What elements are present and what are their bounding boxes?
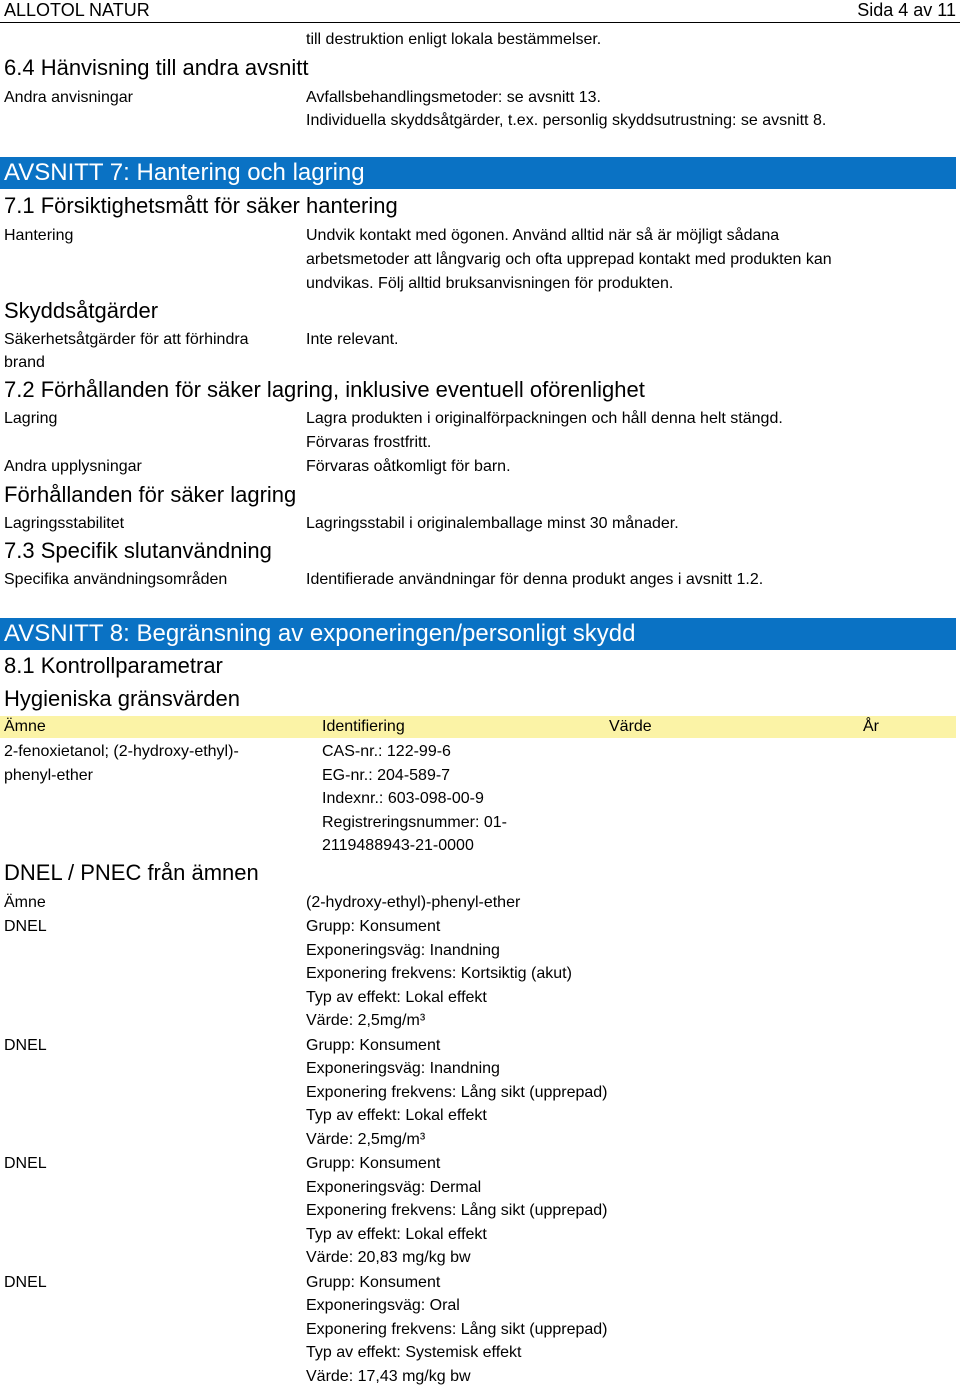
dnel-label: DNEL [4,1037,47,1054]
dnel-line: Typ av effekt: Lokal effekt [306,989,487,1006]
andra-upplysningar-value: Förvaras oåtkomligt för barn. [306,458,511,475]
brand-label-2: brand [4,354,45,371]
dnel-line: Värde: 2,5mg/m³ [306,1131,426,1148]
amne-label: Ämne [4,894,46,911]
dnel-line: Exponeringsväg: Inandning [306,1060,500,1077]
hantering-value-1: Undvik kontakt med ögonen. Använd alltid när så är möjligt sådana [306,227,780,244]
section7-band: AVSNITT 7: Hantering och lagring [0,157,956,189]
dnel-line: Grupp: Konsument [306,1037,441,1054]
dnel-line: Typ av effekt: Lokal effekt [306,1226,487,1243]
lagringsstabilitet-label: Lagringsstabilitet [4,515,125,532]
specifika-value: Identifierade användningar för denna produkt anges i avsnitt 1.2. [306,571,764,588]
skyddsatgarder-heading: Skyddsåtgärder [4,298,159,323]
col-header-ar: År [863,718,879,735]
hyg-ident-5: 2119488943-21-0000 [322,837,474,854]
specifika-label: Specifika användningsområden [4,571,228,588]
dnel-line: Exponering frekvens: Lång sikt (upprepad) [306,1084,608,1101]
dnel-line: Värde: 17,43 mg/kg bw [306,1368,471,1385]
dnel-line: Värde: 20,83 mg/kg bw [306,1249,471,1266]
hygiene-table-header [0,716,956,738]
col-header-amne: Ämne [4,718,46,735]
andra-upplysningar-label: Andra upplysningar [4,458,142,475]
hyg-ident-4: Registreringsnummer: 01- [322,814,507,831]
hantering-label: Hantering [4,227,74,244]
col-header-identifiering: Identifiering [322,718,405,735]
andra-anvisningar-value-1: Avfallsbehandlingsmetoder: se avsnitt 13. [306,89,601,106]
hyg-amne-2: phenyl-ether [4,767,93,784]
page-header [0,0,960,23]
dnel-label: DNEL [4,1155,47,1172]
dnel-pnec-heading: DNEL / PNEC från ämnen [4,860,259,885]
dnel-line: Grupp: Konsument [306,1155,441,1172]
document-title: ALLOTOL NATUR [4,0,150,20]
heading-7-1: 7.1 Försiktighetsmått för säker hantering [4,193,398,218]
dnel-line: Grupp: Konsument [306,1274,441,1291]
hyg-amne-1: 2-fenoxietanol; (2-hydroxy-ethyl)- [4,743,239,760]
lagring-label: Lagring [4,410,58,427]
heading-7-2: 7.2 Förhållanden för säker lagring, inklusive eventuell oförenlighet [4,377,645,402]
section8-band: AVSNITT 8: Begränsning av exponeringen/personligt skydd [0,618,956,650]
heading-8-1: 8.1 Kontrollparametrar [4,653,223,678]
brand-value: Inte relevant. [306,331,399,348]
dnel-line: Exponeringsväg: Inandning [306,942,500,959]
dnel-line: Exponeringsväg: Oral [306,1297,460,1314]
hantering-value-3: undvikas. Följ alltid bruksanvisningen för produkten. [306,275,674,292]
col-header-varde: Värde [609,718,652,735]
hygieniska-heading: Hygieniska gränsvärden [4,686,241,711]
lagring-value-1: Lagra produkten i originalförpackningen och håll denna helt stängd. [306,410,783,427]
lagring-value-2: Förvaras frostfritt. [306,434,432,451]
heading-7-3: 7.3 Specifik slutanvändning [4,538,272,563]
lagringsstabilitet-value: Lagringsstabil i originalemballage minst 30 månader. [306,515,679,532]
dnel-line: Typ av effekt: Systemisk effekt [306,1344,522,1361]
dnel-line: Exponeringsväg: Dermal [306,1179,482,1196]
dnel-line: Exponering frekvens: Lång sikt (upprepad) [306,1202,608,1219]
dnel-label: DNEL [4,918,47,935]
dnel-line: Grupp: Konsument [306,918,441,935]
dnel-label: DNEL [4,1274,47,1291]
hyg-ident-1: CAS-nr.: 122-99-6 [322,743,451,760]
brand-label-1: Säkerhetsåtgärder för att förhindra [4,331,249,348]
hantering-value-2: arbetsmetoder att långvarig och ofta upprepad kontakt med produkten kan [306,251,832,268]
hyg-ident-3: Indexnr.: 603-098-00-9 [322,790,484,807]
dnel-line: Typ av effekt: Lokal effekt [306,1107,487,1124]
hyg-ident-2: EG-nr.: 204-589-7 [322,767,451,784]
andra-anvisningar-value-2: Individuella skyddsåtgärder, t.ex. personlig skyddsutrustning: se avsnitt 8. [306,112,827,129]
amne-value: (2-hydroxy-ethyl)-phenyl-ether [306,894,521,911]
page-number: Sida 4 av 11 [857,0,956,20]
section6-continuation: till destruktion enligt lokala bestämmelser. [306,31,602,48]
heading-6-4: 6.4 Hänvisning till andra avsnitt [4,55,309,80]
dnel-line: Exponering frekvens: Kortsiktig (akut) [306,965,572,982]
dnel-line: Exponering frekvens: Lång sikt (upprepad) [306,1321,608,1338]
andra-anvisningar-label: Andra anvisningar [4,89,133,106]
dnel-line: Värde: 2,5mg/m³ [306,1012,426,1029]
forhallanden-heading: Förhållanden för säker lagring [4,482,297,507]
